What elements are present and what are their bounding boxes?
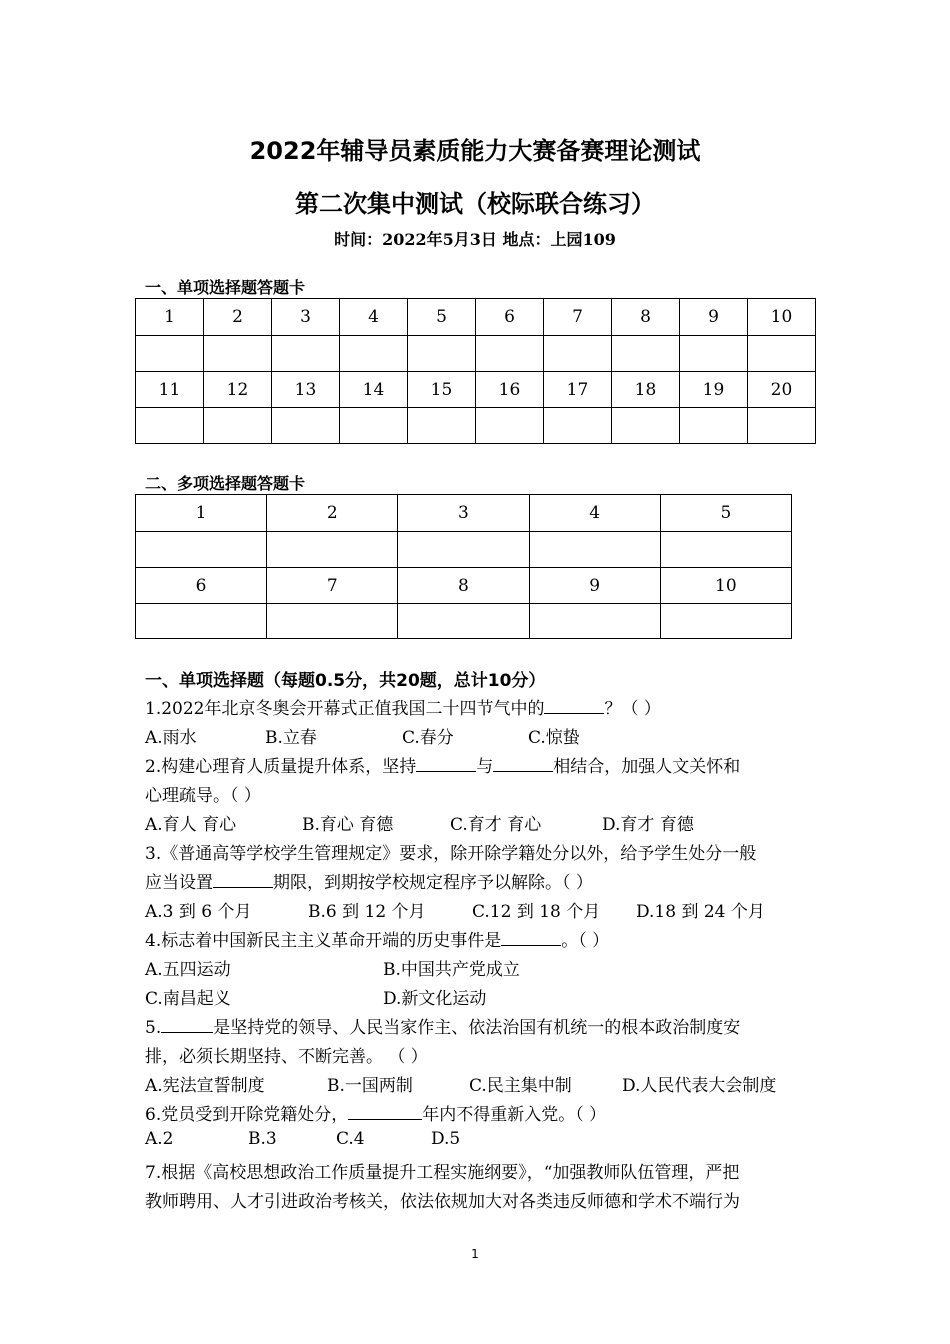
table-cell: 2	[267, 495, 398, 532]
question-text: 2.构建心理育人质量提升体系，坚持	[145, 757, 417, 777]
answer-cell[interactable]	[136, 336, 204, 372]
table-cell: 20	[748, 372, 816, 408]
answer-cell[interactable]	[544, 408, 612, 444]
question-text: 4.标志着中国新民主主义革命开端的历史事件是	[145, 931, 502, 951]
answer-cell[interactable]	[529, 604, 660, 639]
answer-row	[136, 604, 792, 639]
table-cell: 10	[660, 568, 791, 604]
option-b: B.育心 育德	[302, 815, 394, 835]
table-cell: 3	[398, 495, 529, 532]
option-c: C.12 到 18 个月	[472, 902, 601, 922]
answer-row	[136, 336, 816, 372]
question-text: 1.2022年北京冬奥会开幕式正值我国二十四节气中的	[145, 699, 545, 719]
section1-heading: 一、单项选择题（每题0.5分，共20题，总计10分）	[145, 671, 546, 691]
question-text: 。（ ）	[561, 931, 610, 951]
answer-cell[interactable]	[408, 408, 476, 444]
table-cell: 8	[612, 299, 680, 336]
table-cell: 3	[272, 299, 340, 336]
option-d: D.育才 育德	[602, 815, 694, 835]
answer-cell[interactable]	[612, 336, 680, 372]
time-location: 时间：2022年5月3日 地点：上园109	[334, 230, 616, 249]
answer-cell[interactable]	[136, 532, 267, 568]
question-7-line2: 教师聘用、人才引进政治考核关，依法依规加大对各类违反师德和学术不端行为	[145, 1192, 740, 1212]
answer-cell[interactable]	[748, 336, 816, 372]
table-cell: 2	[204, 299, 272, 336]
table-cell: 9	[529, 568, 660, 604]
question-2	[145, 752, 740, 777]
option-c: C.育才 育心	[450, 815, 542, 835]
answer-cell[interactable]	[136, 408, 204, 444]
option-d: D.18 到 24 个月	[636, 902, 765, 922]
answer-cell[interactable]	[204, 336, 272, 372]
option-b: B.6 到 12 个月	[308, 902, 426, 922]
answer-cell[interactable]	[408, 336, 476, 372]
option-b: B.一国两制	[327, 1076, 413, 1096]
answer-cell[interactable]	[136, 604, 267, 639]
table-cell: 5	[660, 495, 791, 532]
table-cell: 1	[136, 495, 267, 532]
question-text: 相结合，加强人文关怀和	[553, 757, 741, 777]
table-cell: 13	[272, 372, 340, 408]
table-cell: 7	[544, 299, 612, 336]
page-number: 1	[471, 1247, 479, 1261]
option-a: A.育人 育心	[145, 815, 237, 835]
table-row	[136, 299, 816, 336]
option-a: A.3 到 6 个月	[145, 902, 252, 922]
question-1	[145, 694, 661, 719]
answer-cell[interactable]	[272, 408, 340, 444]
single-card-heading: 一、单项选择题答题卡	[145, 278, 306, 297]
option-c: C.春分	[402, 728, 454, 748]
question-text: 年内不得重新入党。（ ）	[422, 1105, 607, 1125]
table-cell: 16	[476, 372, 544, 408]
multi-card-heading: 二、多项选择题答题卡	[145, 474, 306, 493]
answer-cell[interactable]	[398, 532, 529, 568]
question-4	[145, 926, 609, 951]
table-cell: 9	[680, 299, 748, 336]
table-cell: 15	[408, 372, 476, 408]
option-d: D.人民代表大会制度	[622, 1076, 777, 1096]
question-text: 期限，到期按学校规定程序予以解除。（ ）	[273, 873, 593, 893]
option-b: B.中国共产党成立	[383, 960, 520, 980]
answer-row	[136, 408, 816, 444]
answer-cell[interactable]	[680, 336, 748, 372]
answer-cell[interactable]	[660, 532, 791, 568]
multi-answer-card	[135, 494, 792, 639]
answer-blank	[161, 1018, 213, 1033]
answer-blank	[213, 873, 273, 888]
table-cell: 8	[398, 568, 529, 604]
question-5-line2: 排，必须长期坚持、不断完善。 （ ）	[145, 1047, 428, 1067]
question-3-line2	[145, 868, 593, 893]
table-cell: 11	[136, 372, 204, 408]
option-c: C.4	[336, 1129, 365, 1149]
table-cell: 10	[748, 299, 816, 336]
option-b: B.3	[248, 1129, 277, 1149]
option-d: C.惊蛰	[528, 728, 580, 748]
answer-blank	[348, 1105, 422, 1120]
table-row	[136, 495, 792, 532]
answer-cell[interactable]	[544, 336, 612, 372]
answer-cell[interactable]	[204, 408, 272, 444]
answer-cell[interactable]	[612, 408, 680, 444]
document-title: 2022年辅导员素质能力大赛备赛理论测试	[249, 137, 701, 165]
document-subtitle: 第二次集中测试（校际联合练习）	[295, 190, 655, 218]
question-text: 是坚持党的领导、人民当家作主、依法治国有机统一的根本政治制度安	[213, 1018, 741, 1038]
question-6	[145, 1100, 606, 1125]
single-answer-card	[135, 298, 816, 444]
answer-blank	[544, 699, 604, 714]
table-cell: 6	[136, 568, 267, 604]
question-text: 5.	[145, 1018, 162, 1038]
answer-cell[interactable]	[529, 532, 660, 568]
answer-cell[interactable]	[748, 408, 816, 444]
question-7: 7.根据《高校思想政治工作质量提升工程实施纲要》，“加强教师队伍管理，严把	[145, 1163, 740, 1183]
question-text: 与	[476, 757, 494, 777]
table-cell: 7	[267, 568, 398, 604]
option-a: A.雨水	[145, 728, 197, 748]
question-2-line2: 心理疏导。（ ）	[145, 786, 261, 806]
question-text: ？（ ）	[604, 699, 661, 719]
answer-blank	[493, 757, 553, 772]
table-cell: 6	[476, 299, 544, 336]
answer-cell[interactable]	[340, 408, 408, 444]
table-cell: 18	[612, 372, 680, 408]
option-a: A.宪法宣誓制度	[145, 1076, 265, 1096]
table-cell: 1	[136, 299, 204, 336]
answer-cell[interactable]	[680, 408, 748, 444]
answer-row	[136, 532, 792, 568]
table-row	[136, 568, 792, 604]
table-cell: 4	[340, 299, 408, 336]
answer-cell[interactable]	[267, 604, 398, 639]
question-5	[145, 1013, 740, 1038]
question-3: 3.《普通高等学校学生管理规定》要求，除开除学籍处分以外，给予学生处分一般	[145, 844, 757, 864]
answer-cell[interactable]	[476, 336, 544, 372]
answer-cell[interactable]	[398, 604, 529, 639]
answer-blank	[416, 757, 476, 772]
option-d: D.5	[431, 1129, 461, 1149]
answer-blank	[501, 931, 561, 946]
option-b: B.立春	[265, 728, 317, 748]
option-c: C.民主集中制	[469, 1076, 572, 1096]
answer-cell[interactable]	[340, 336, 408, 372]
question-text: 应当设置	[145, 873, 213, 893]
table-row	[136, 372, 816, 408]
answer-cell[interactable]	[267, 532, 398, 568]
table-cell: 17	[544, 372, 612, 408]
table-cell: 4	[529, 495, 660, 532]
option-a: A.2	[145, 1129, 174, 1149]
table-cell: 14	[340, 372, 408, 408]
option-a: A.五四运动	[145, 960, 231, 980]
table-cell: 19	[680, 372, 748, 408]
answer-cell[interactable]	[476, 408, 544, 444]
option-d: D.新文化运动	[383, 989, 487, 1009]
question-text: 6.党员受到开除党籍处分，	[145, 1105, 349, 1125]
answer-cell[interactable]	[272, 336, 340, 372]
option-c: C.南昌起义	[145, 989, 231, 1009]
table-cell: 5	[408, 299, 476, 336]
table-cell: 12	[204, 372, 272, 408]
answer-cell[interactable]	[660, 604, 791, 639]
